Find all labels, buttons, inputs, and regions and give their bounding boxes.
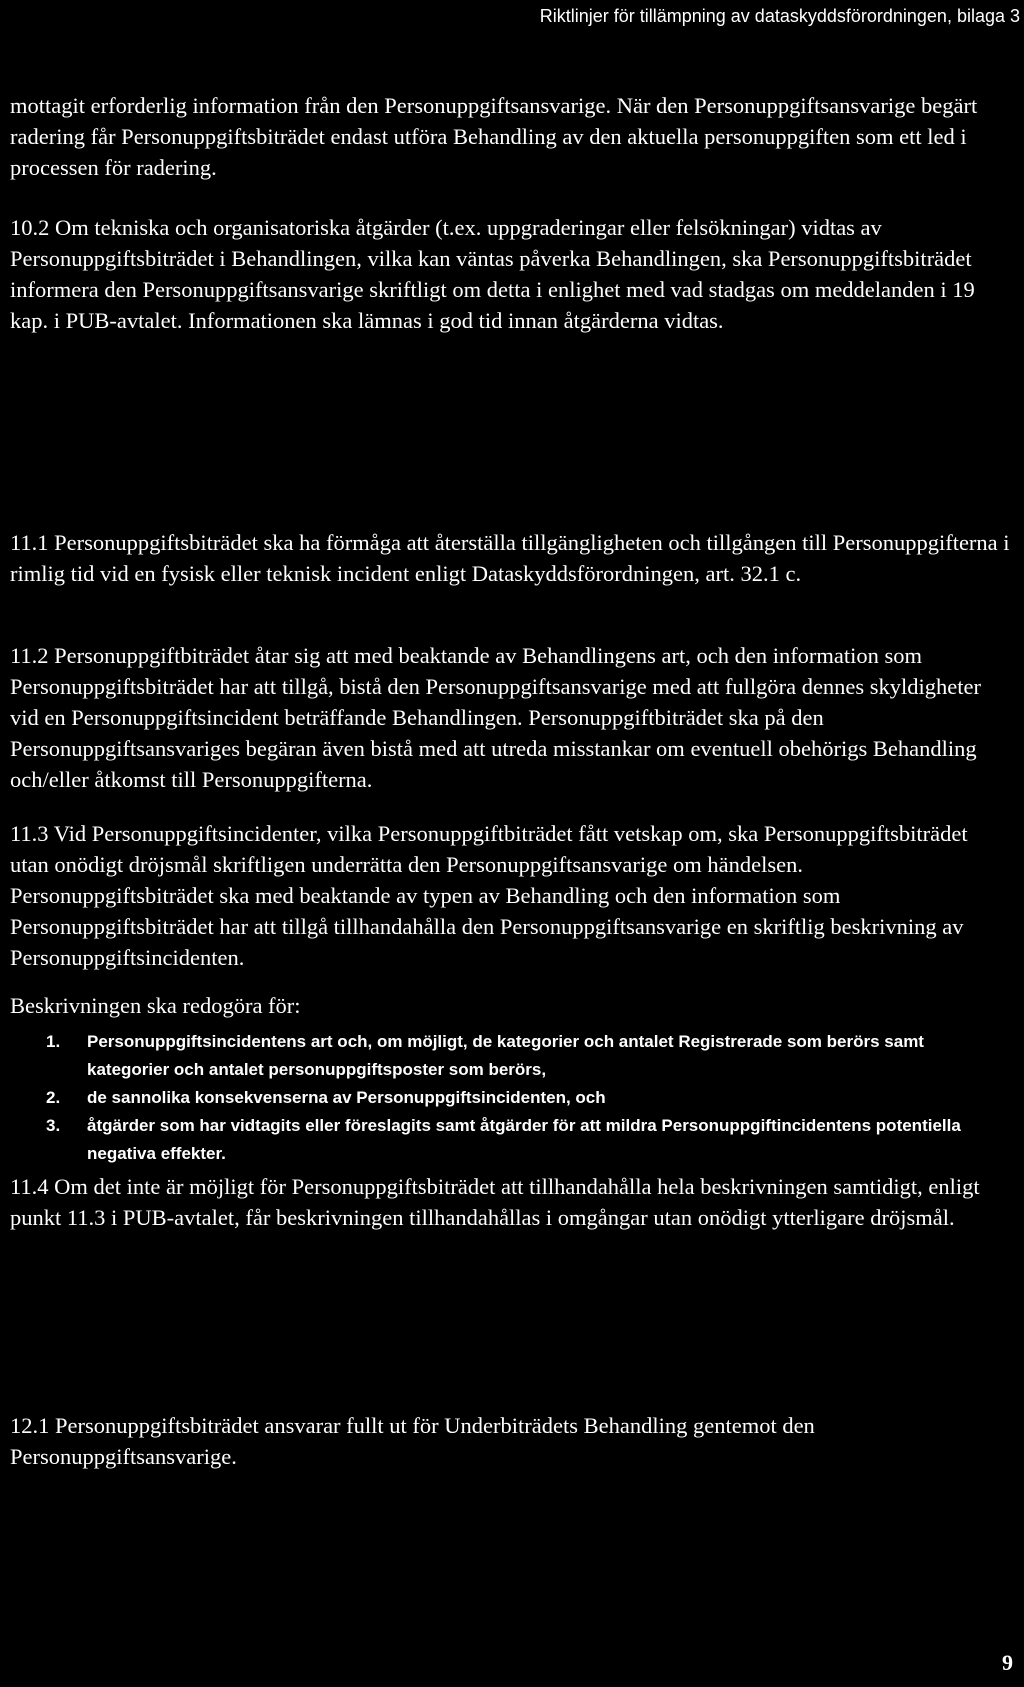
paragraph-11-2: 11.2 Personuppgiftbiträdet åtar sig att med beaktande av Behandlingens art, och den information som Personuppgiftsbiträdet har att tillgå, bistå den Personuppgiftsansvarige med att fullgöra dennes skyldigheter vid en Personuppgiftsincident beträffande Behandlingen. Personuppgiftbiträdet ska på den Personuppgiftsansvariges begäran även bistå med att utreda misstankar om eventuell obehörigs Behandling och/eller åtkomst till Personuppgifterna. [10, 643, 982, 792]
paragraph-radering: mottagit erforderlig information från den Personuppgiftsansvarige. När den Personuppgiftsansvarige begärt radering får Personuppgiftsbiträdet endast utföra Behandling av den aktuella personuppgiften som ett led i processen för radering. [10, 93, 978, 180]
list-item-text: de sannolika konsekvenserna av Personuppgiftsincidenten, och [87, 1088, 606, 1107]
list-item-number: 1. [46, 1032, 61, 1051]
list-item-text: Personuppgiftsincidentens art och, om möjligt, de kategorier och antalet Registrerade som berörs samt kategorier och antalet personuppgiftsposter som berörs, [87, 1032, 924, 1079]
paragraph-11-3: 11.3 Vid Personuppgiftsincidenter, vilka Personuppgiftbiträdet fått vetskap om, ska Personuppgiftsbiträdet utan onödigt dröjsmål skriftligen underrätta den Personuppgiftsansvarige om händelsen. Personuppgiftsbiträdet ska med beaktande av typen av Behandling och den information som Personuppgiftsbiträdet har att tillgå tillhandahålla den Personuppgiftsansvarige en skriftlig beskrivning av Personuppgiftsincidenten. [10, 821, 968, 970]
paragraph-12-1: 12.1 Personuppgiftsbiträdet ansvarar fullt ut för Underbiträdets Behandling gentemot den Personuppgiftsansvarige. [10, 1413, 815, 1469]
list-item-text: åtgärder som har vidtagits eller föreslagits samt åtgärder för att mildra Personuppgiftincidentens potentiella negativa effekter. [87, 1116, 961, 1163]
list-item [10, 1084, 1010, 1112]
list-item-number: 3. [46, 1116, 61, 1135]
page-number: 9 [1002, 1650, 1013, 1675]
list-intro: Beskrivningen ska redogöra för: [10, 993, 301, 1018]
incident-description-list [10, 1028, 1010, 1168]
page-header: Riktlinjer för tillämpning av dataskyddsförordningen, bilaga 3 [539, 6, 1020, 26]
paragraph-11-1: 11.1 Personuppgiftsbiträdet ska ha förmåga att återställa tillgängligheten och tillgången till Personuppgifterna i rimlig tid vid en fysisk eller teknisk incident enligt Dataskyddsförordningen, art. 32.1 c. [10, 530, 1010, 586]
list-item-number: 2. [46, 1088, 61, 1107]
paragraph-10-2: 10.2 Om tekniska och organisatoriska åtgärder (t.ex. uppgraderingar eller felsökningar) vidtas av Personuppgiftsbiträdet i Behandlingen, vilka kan väntas påverka Behandlingen, ska Personuppgiftsbiträdet informera den Personuppgiftsansvarige skriftligt om detta i enlighet med vad stadgas om meddelanden i 19 kap. i PUB-avtalet. Informationen ska lämnas i god tid innan åtgärderna vidtas. [10, 215, 975, 333]
list-item [10, 1112, 1010, 1168]
paragraph-11-4: 11.4 Om det inte är möjligt för Personuppgiftsbiträdet att tillhandahålla hela beskrivningen samtidigt, enligt punkt 11.3 i PUB-avtalet, får beskrivningen tillhandahållas i omgångar utan onödigt ytterligare dröjsmål. [10, 1174, 980, 1230]
list-item [10, 1028, 1010, 1084]
